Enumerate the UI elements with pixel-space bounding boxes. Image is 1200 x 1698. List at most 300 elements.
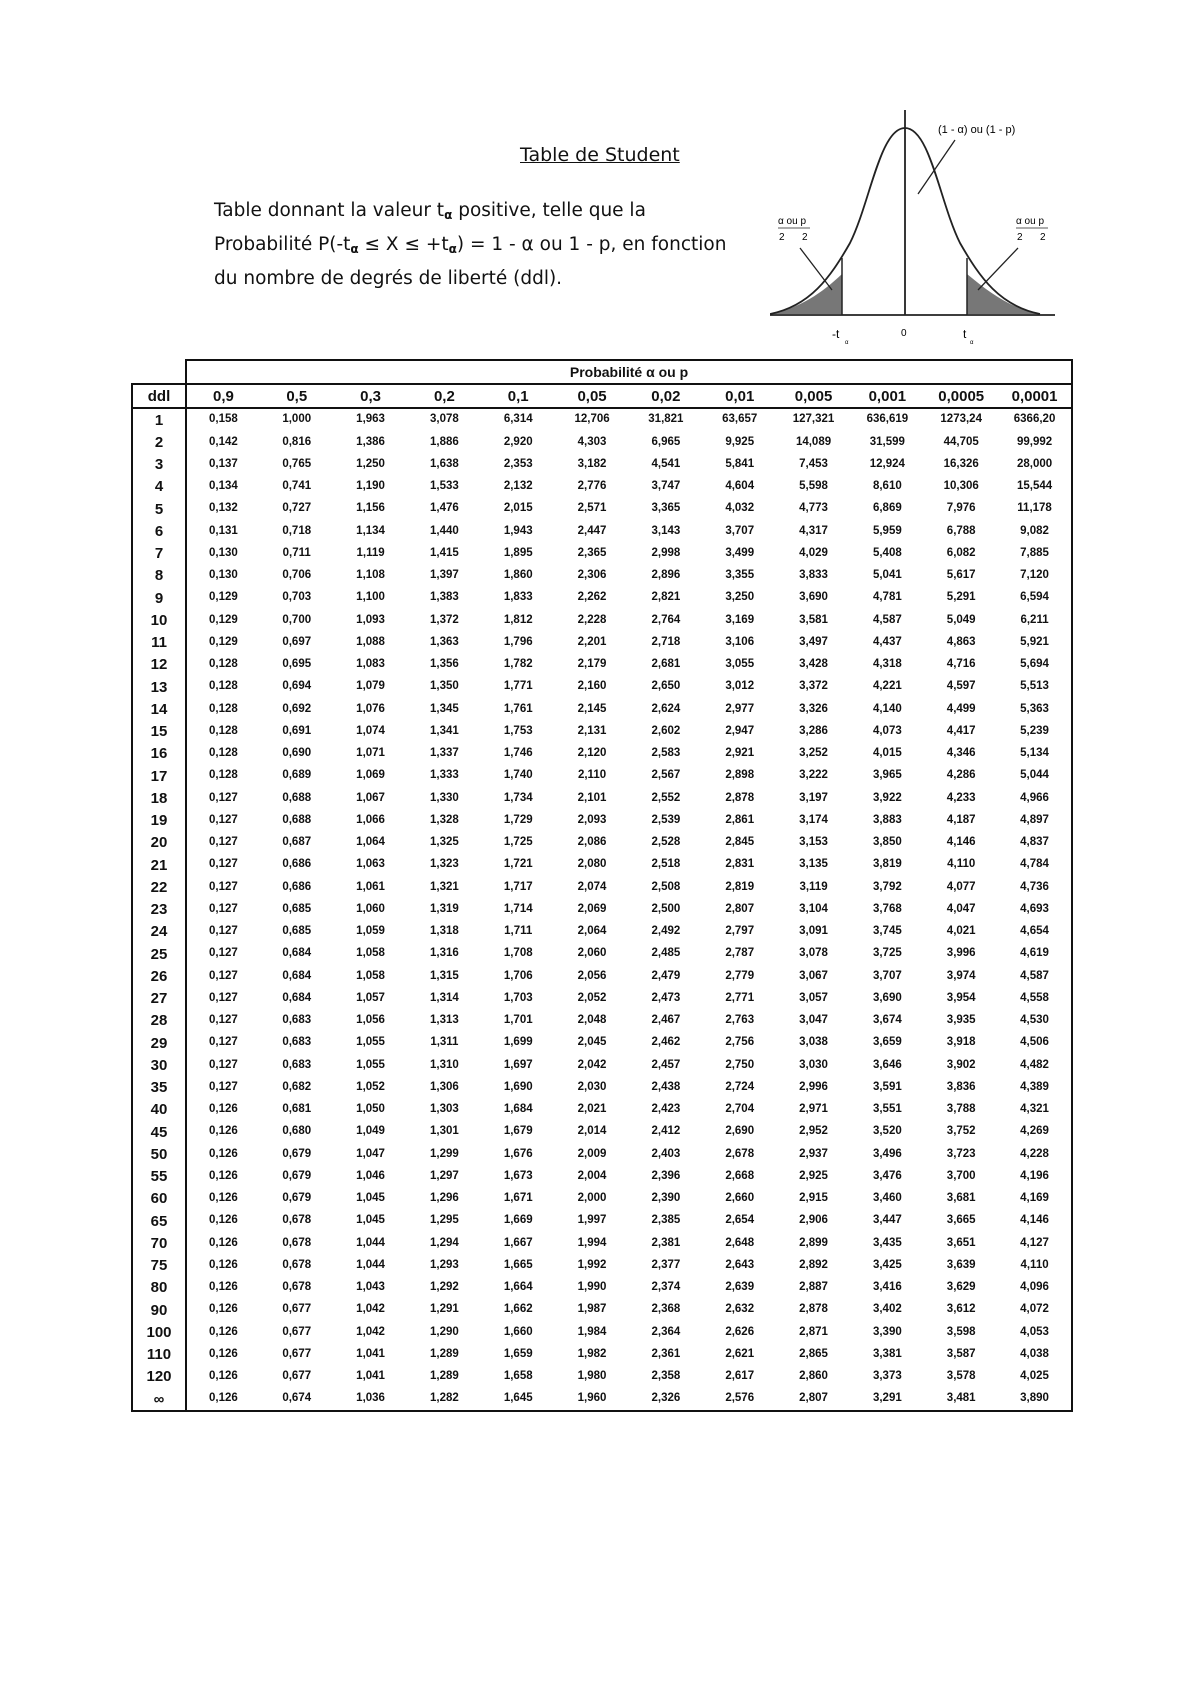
value-cell: 1,071 [356,747,385,760]
value-cell: 2,624 [651,702,681,715]
value-cell: 1,156 [356,502,385,515]
value-cell: 2,952 [799,1125,828,1138]
value-cell: 3,639 [946,1258,976,1271]
right-tail-denominator: 2 [1017,232,1023,243]
value-cell: 6,211 [998,609,1072,631]
table-row [132,1099,1072,1121]
value-cell: 5,513 [998,676,1072,698]
table-row [132,787,1072,809]
value-cell: 4,837 [998,832,1072,854]
value-cell: 0,127 [209,991,238,1004]
value-cell: 0,126 [186,1388,260,1411]
value-cell: 1,729 [503,813,533,826]
value-cell: 0,684 [282,991,312,1004]
value-cell: 2,326 [629,1388,703,1411]
table-row [132,609,1072,631]
table-row [132,520,1072,542]
value-cell: 6,594 [998,587,1072,609]
value-cell: 0,127 [209,880,238,893]
value-cell: 0,727 [282,502,312,515]
ddl-cell: 15 [132,721,186,743]
value-cell: 0,677 [282,1325,312,1338]
value-cell: 1,960 [555,1388,629,1411]
value-cell: 0,127 [209,1014,238,1027]
table-row [132,1121,1072,1143]
value-cell: 1,676 [503,1147,533,1160]
value-cell: 3,428 [799,658,828,671]
value-cell: 2,860 [799,1370,828,1383]
axis-label-neg-t-sub: α [845,340,849,346]
table-row [132,810,1072,832]
value-cell: 1,812 [503,613,533,626]
value-cell: 0,683 [282,1036,312,1049]
value-cell: 2,887 [799,1281,828,1294]
value-cell: 2,457 [651,1058,681,1071]
value-cell: 3,725 [872,947,902,960]
value-cell: 1,711 [504,925,533,938]
value-cell: 1,083 [356,658,385,671]
ddl-cell: 100 [132,1321,186,1343]
table-row [132,899,1072,921]
ddl-cell: 50 [132,1143,186,1165]
value-cell: 3,665 [946,1214,976,1227]
value-cell: 3,286 [799,724,828,737]
axis-label-pos-t: t [963,327,967,341]
value-cell: 1,303 [430,1103,459,1116]
ddl-cell: 3 [132,454,186,476]
value-cell: 0,127 [209,1080,238,1093]
value-cell: 1,350 [430,680,459,693]
value-cell: 6,869 [872,502,902,515]
table-row [132,654,1072,676]
value-cell: 2,621 [725,1347,755,1360]
value-cell: 2,052 [577,991,607,1004]
table-row [132,1388,1072,1411]
value-cell: 2,004 [577,1169,607,1182]
value-cell: 1,697 [503,1058,533,1071]
value-cell: 1,895 [503,546,533,559]
ddl-cell: 13 [132,676,186,698]
value-cell: 2,552 [651,791,681,804]
value-cell: 2,787 [725,947,755,960]
value-cell: 4,437 [872,635,902,648]
value-cell: 2,819 [725,880,755,893]
value-cell: 1,753 [503,724,533,737]
value-cell: 4,317 [799,524,828,537]
value-cell: 1,050 [356,1103,385,1116]
value-cell: 28,000 [998,454,1072,476]
table-row [132,1166,1072,1188]
value-cell: 0,127 [209,858,238,871]
ddl-cell: 2 [132,431,186,453]
value-cell: 1,658 [503,1370,533,1383]
value-cell: 3,747 [651,480,681,493]
value-cell: 2,368 [651,1303,681,1316]
value-cell: 1,662 [503,1303,533,1316]
value-cell: 4,417 [946,724,976,737]
value-cell: 1,291 [430,1303,459,1316]
value-cell: 3,497 [799,635,828,648]
value-cell: 3,902 [946,1058,976,1071]
value-cell: 1,721 [503,858,533,871]
value-cell: 2,898 [725,769,755,782]
value-cell: 6,965 [651,435,681,448]
value-cell: 1,250 [356,457,385,470]
probability-header: Probabilité α ou p [186,360,1072,384]
value-cell: 3,819 [872,858,902,871]
value-cell: 3,918 [946,1036,976,1049]
value-cell: 0,678 [282,1214,312,1227]
value-cell: 4,773 [799,502,828,515]
value-cell: 0,132 [209,502,238,515]
value-cell: 2,797 [725,925,755,938]
value-cell: 1,076 [356,702,385,715]
value-cell: 0,127 [209,1058,238,1071]
value-cell: 0,126 [209,1147,238,1160]
value-cell: 2,045 [577,1036,607,1049]
value-cell: 4,736 [998,876,1072,898]
value-cell: 1,056 [356,1014,385,1027]
value-cell: 0,765 [282,457,312,470]
right-pointer [978,248,1018,290]
value-cell: 1,665 [503,1258,533,1271]
value-cell: 3,057 [799,991,828,1004]
value-cell: 1,673 [503,1169,533,1182]
value-cell: 2,878 [725,791,755,804]
value-cell: 3,629 [946,1281,976,1294]
value-cell: 3,883 [872,813,902,826]
value-cell: 3,182 [577,457,607,470]
value-cell: 0,678 [282,1236,312,1249]
value-cell: 3,078 [799,947,828,960]
value-cell: 0,711 [282,546,311,559]
value-cell: 0,700 [282,613,312,626]
value-cell: 0,684 [282,947,312,960]
value-cell: 3,496 [872,1147,902,1160]
value-cell: 1,734 [503,791,533,804]
value-cell: 4,073 [872,724,902,737]
value-cell: 1,294 [430,1236,459,1249]
value-cell: 2,101 [577,791,607,804]
probability-header-row [132,360,1072,384]
value-cell: 3,402 [872,1303,902,1316]
value-cell: 636,619 [866,413,909,426]
alpha-header-cell: 0,0005 [924,384,998,408]
value-cell: 1,318 [430,925,459,938]
value-cell: 16,326 [943,457,979,470]
value-cell: 1,047 [356,1147,385,1160]
value-cell: 1,301 [430,1125,459,1138]
value-cell: 2,899 [799,1236,828,1249]
value-cell: 1,440 [430,524,459,537]
value-cell: 0,126 [209,1125,238,1138]
value-cell: 1,049 [356,1125,385,1138]
value-cell: 2,412 [651,1125,681,1138]
ddl-cell: 25 [132,943,186,965]
value-cell: 0,816 [282,435,312,448]
value-cell: 2,668 [725,1169,755,1182]
alpha-subscript: α [350,242,359,256]
value-cell: 0,126 [209,1103,238,1116]
value-cell: 0,685 [282,902,312,915]
value-cell: 0,690 [282,747,312,760]
value-cell: 5,041 [872,569,902,582]
ddl-cell: 45 [132,1121,186,1143]
ddl-cell: 22 [132,876,186,898]
value-cell: 3,169 [725,613,755,626]
value-cell: 0,126 [209,1169,238,1182]
page-title: Table de Student [520,144,680,166]
value-cell: 1,679 [503,1125,533,1138]
value-cell: 2,014 [577,1125,607,1138]
value-cell: 3,390 [872,1325,902,1338]
value-cell: 2,306 [577,569,607,582]
ddl-cell: 11 [132,632,186,654]
value-cell: 1,321 [430,880,459,893]
value-cell: 6,082 [946,546,976,559]
value-cell: 0,706 [282,569,312,582]
value-cell: 1,671 [503,1192,533,1205]
value-cell: 1,088 [356,635,385,648]
value-cell: 2,648 [725,1236,755,1249]
value-cell: 1,372 [430,613,459,626]
value-cell: 1,397 [430,569,459,582]
value-cell: 3,659 [872,1036,902,1049]
value-cell: 1,337 [430,747,459,760]
table-row [132,1143,1072,1165]
value-cell: 1,041 [356,1347,385,1360]
value-cell: 1,708 [503,947,533,960]
value-cell: 1,987 [577,1303,607,1316]
value-cell: 0,130 [209,569,238,582]
ddl-cell: 30 [132,1054,186,1076]
value-cell: 3,551 [872,1103,902,1116]
table-row [132,1299,1072,1321]
value-cell: 2,132 [503,480,533,493]
value-cell: 0,674 [260,1388,334,1411]
table-row [132,854,1072,876]
value-cell: 0,678 [282,1281,312,1294]
intro-text: Probabilité P(-t [214,234,351,255]
ddl-cell: 10 [132,609,186,631]
value-cell: 4,499 [946,702,976,715]
value-cell: 1,041 [356,1370,385,1383]
value-cell: 3,067 [799,969,828,982]
value-cell: 2,602 [651,724,681,737]
value-cell: 1,314 [430,991,459,1004]
value-cell: 2,492 [651,925,681,938]
value-cell: 2,971 [799,1103,828,1116]
value-cell: 3,850 [872,836,902,849]
table-row [132,1188,1072,1210]
value-cell: 0,126 [209,1370,238,1383]
value-cell: 2,048 [577,1014,607,1027]
axis-label-zero: 0 [901,328,907,339]
table-row [132,431,1072,453]
value-cell: 3,355 [725,569,755,582]
value-cell: 1,058 [356,947,385,960]
value-cell: 4,389 [998,1077,1072,1099]
value-cell: 2,060 [577,947,607,960]
value-cell: 4,038 [998,1344,1072,1366]
value-cell: 3,598 [946,1325,976,1338]
value-cell: 0,688 [282,813,312,826]
value-cell: 1,055 [356,1036,385,1049]
value-cell: 1,684 [503,1103,533,1116]
value-cell: 6,314 [503,413,533,426]
value-cell: 1,057 [356,991,385,1004]
value-cell: 0,680 [282,1125,312,1138]
value-cell: 2,925 [799,1169,828,1182]
ddl-cell: 24 [132,921,186,943]
value-cell: 0,686 [282,858,312,871]
value-cell: 3,055 [725,658,755,671]
value-cell: 1,833 [503,591,533,604]
value-cell: 2,654 [725,1214,755,1227]
value-cell: 1,289 [430,1370,459,1383]
value-cell: 0,137 [209,457,238,470]
alpha-header-cell: 0,2 [407,384,481,408]
value-cell: 4,530 [998,1010,1072,1032]
value-cell: 2,009 [577,1147,607,1160]
value-cell: 1,703 [503,991,533,1004]
value-cell: 2,500 [651,902,681,915]
value-cell: 1,045 [356,1192,385,1205]
value-cell: 0,127 [209,813,238,826]
ddl-cell: 65 [132,1210,186,1232]
value-cell: 0,128 [209,680,238,693]
value-cell: 4,541 [651,457,681,470]
value-cell: 2,763 [725,1014,755,1027]
value-cell: 2,571 [577,502,607,515]
value-cell: 5,363 [998,698,1072,720]
value-cell: 5,049 [946,613,976,626]
left-tail-label: α ou p [778,216,807,227]
value-cell: 1,984 [577,1325,607,1338]
value-cell: 0,126 [209,1347,238,1360]
value-cell: 1,066 [356,813,385,826]
value-cell: 3,153 [799,836,828,849]
value-cell: 1,659 [503,1347,533,1360]
value-cell: 3,690 [872,991,902,1004]
value-cell: 0,679 [282,1192,312,1205]
value-cell: 4,506 [998,1032,1072,1054]
value-cell: 2,896 [651,569,681,582]
value-cell: 1,771 [503,680,533,693]
value-cell: 3,520 [872,1125,902,1138]
value-cell: 1,042 [356,1325,385,1338]
value-cell: 0,127 [209,902,238,915]
value-cell: 0,130 [209,546,238,559]
value-cell: 4,269 [998,1121,1072,1143]
value-cell: 3,651 [946,1236,976,1249]
value-cell: 2,567 [651,769,681,782]
value-cell: 3,935 [946,1014,976,1027]
value-cell: 1,706 [503,969,533,982]
value-cell: 2,179 [577,658,607,671]
value-cell: 2,871 [799,1325,828,1338]
value-cell: 0,695 [282,658,312,671]
value-cell: 0,126 [209,1236,238,1249]
blank-corner [132,360,186,384]
value-cell: 4,146 [998,1210,1072,1232]
table-row [132,454,1072,476]
ddl-cell: 7 [132,543,186,565]
value-cell: 2,998 [651,546,681,559]
table-row [132,1054,1072,1076]
value-cell: 1,997 [577,1214,607,1227]
value-cell: 2,845 [725,836,755,849]
value-cell: 1,069 [356,769,385,782]
value-cell: 3,091 [799,925,828,938]
value-cell: 1,061 [356,880,385,893]
value-cell: 4,053 [998,1321,1072,1343]
value-cell: 2,650 [651,680,681,693]
value-cell: 2,643 [725,1258,755,1271]
value-cell: 2,583 [651,747,681,760]
value-cell: 2,074 [577,880,607,893]
value-cell: 4,025 [998,1366,1072,1388]
value-cell: 3,922 [872,791,902,804]
value-cell: 1,074 [356,724,385,737]
value-cell: 0,126 [209,1303,238,1316]
value-cell: 1,325 [430,836,459,849]
value-cell: 3,974 [946,969,976,982]
value-cell: 2,776 [577,480,607,493]
value-cell: 3,788 [946,1103,976,1116]
intro-text: ≤ X ≤ +t [358,234,449,255]
value-cell: 1,415 [430,546,459,559]
value-cell: 0,697 [282,635,312,648]
ddl-cell: 29 [132,1032,186,1054]
value-cell: 0,134 [209,480,238,493]
value-cell: 2,660 [725,1192,755,1205]
ddl-cell: 80 [132,1277,186,1299]
value-cell: 3,038 [799,1036,828,1049]
value-cell: 0,685 [282,925,312,938]
value-cell: 4,233 [946,791,976,804]
value-cell: 3,447 [872,1214,902,1227]
value-cell: 4,966 [998,787,1072,809]
value-cell: 2,131 [577,724,607,737]
value-cell: 2,467 [651,1014,681,1027]
right-tail-area [967,274,1040,314]
ddl-cell: 5 [132,498,186,520]
value-cell: 2,756 [725,1036,755,1049]
axis-label-neg-t: -t [832,327,840,341]
value-cell: 2,617 [725,1370,755,1383]
ddl-cell: 18 [132,787,186,809]
right-tail-denominator: 2 [1040,232,1046,243]
value-cell: 2,385 [651,1214,681,1227]
value-cell: 2,937 [799,1147,828,1160]
value-cell: 2,093 [577,813,607,826]
value-cell: 0,692 [282,702,312,715]
value-cell: 1,058 [356,969,385,982]
value-cell: 3,012 [725,680,755,693]
value-cell: 3,768 [872,902,902,915]
value-cell: 1,667 [503,1236,533,1249]
value-cell: 2,000 [577,1192,607,1205]
value-cell: 0,679 [282,1169,312,1182]
value-cell: 1,476 [430,502,459,515]
value-cell: 1,064 [356,836,385,849]
value-cell: 127,321 [792,413,835,426]
value-cell: 2,030 [577,1080,607,1093]
value-cell: 2,462 [651,1036,681,1049]
value-cell: 0,677 [282,1347,312,1360]
table-row [132,988,1072,1010]
